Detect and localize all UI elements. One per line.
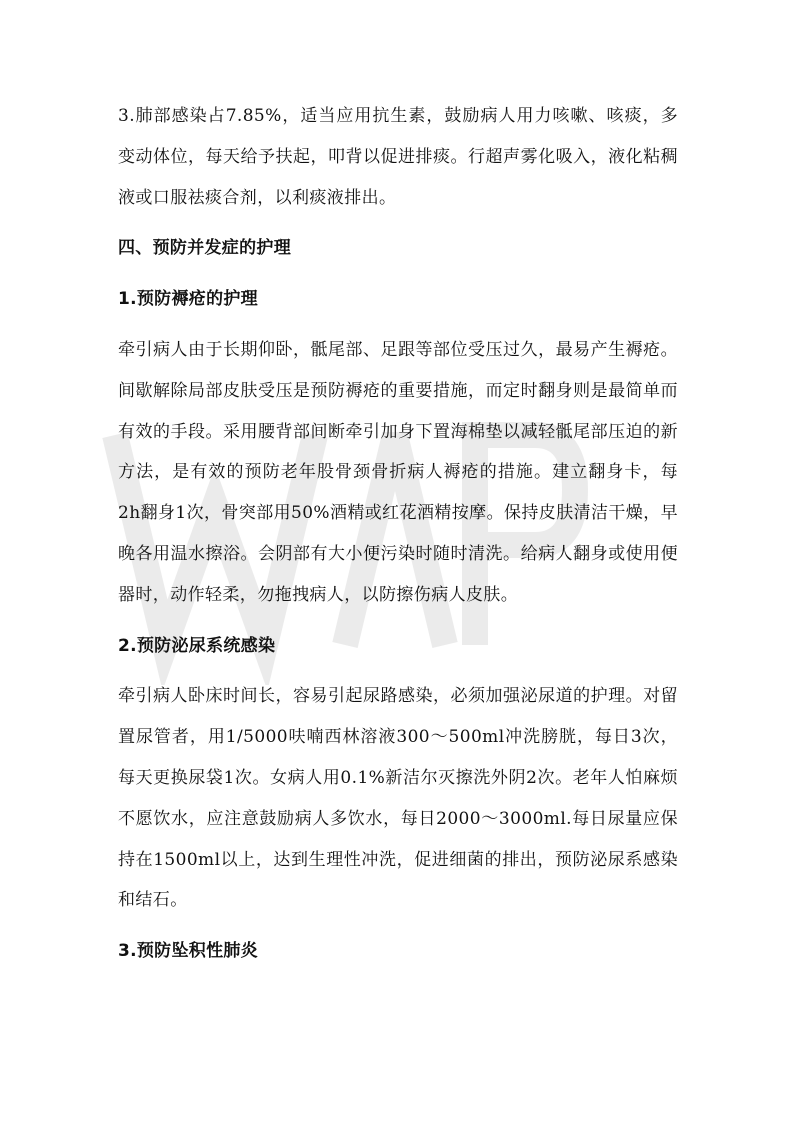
- paragraph-urinary-care: 牵引病人卧床时间长，容易引起尿路感染，必须加强泌尿道的护理。对留置尿管者，用1/5000呋喃西林溶液300～500ml冲洗膀胱，每日3次，每天更换尿袋1次。女病人用0.1%新洁尔灭擦洗外阴2次。老年人怕麻烦不愿饮水，应注意鼓励病人多饮水，每日2000～3000ml.每日尿量应保持在1500ml以上，达到生理性冲洗，促进细菌的排出，预防泌尿系感染和结石。: [118, 686, 678, 911]
- subheading-bedsore-prevention: 1.预防褥疮的护理: [118, 289, 258, 310]
- subheading-pneumonia-prevention: 3.预防坠积性肺炎: [118, 941, 258, 962]
- paragraph-lung-infection: 3.肺部感染占7.85%，适当应用抗生素，鼓励病人用力咳嗽、咳痰，多变动体位，每天给予扶起，叩背以促进排痰。行超声雾化吸入，液化粘稠液或口服祛痰合剂，以利痰液排出。: [118, 106, 678, 208]
- document-content: [118, 96, 678, 982]
- subheading-urinary-infection-prevention: 2.预防泌尿系统感染: [118, 635, 276, 656]
- section-heading-complication-prevention: 四、预防并发症的护理: [118, 238, 291, 259]
- paragraph-bedsore-care: 牵引病人由于长期仰卧，骶尾部、足跟等部位受压过久，最易产生褥疮。间歇解除局部皮肤受压是预防褥疮的重要措施，而定时翻身则是最简单而有效的手段。采用腰背部间断牵引加身下置海棉垫以减轻骶尾部压迫的新方法，是有效的预防老年股骨颈骨折病人褥疮的措施。建立翻身卡，每2h翻身1次，骨突部用50%酒精或红花酒精按摩。保持皮肤清洁干燥，早晚各用温水擦浴。会阴部有大小便污染时随时清洗。给病人翻身或使用便器时，动作轻柔，勿拖拽病人，以防擦伤病人皮肤。: [118, 339, 678, 605]
